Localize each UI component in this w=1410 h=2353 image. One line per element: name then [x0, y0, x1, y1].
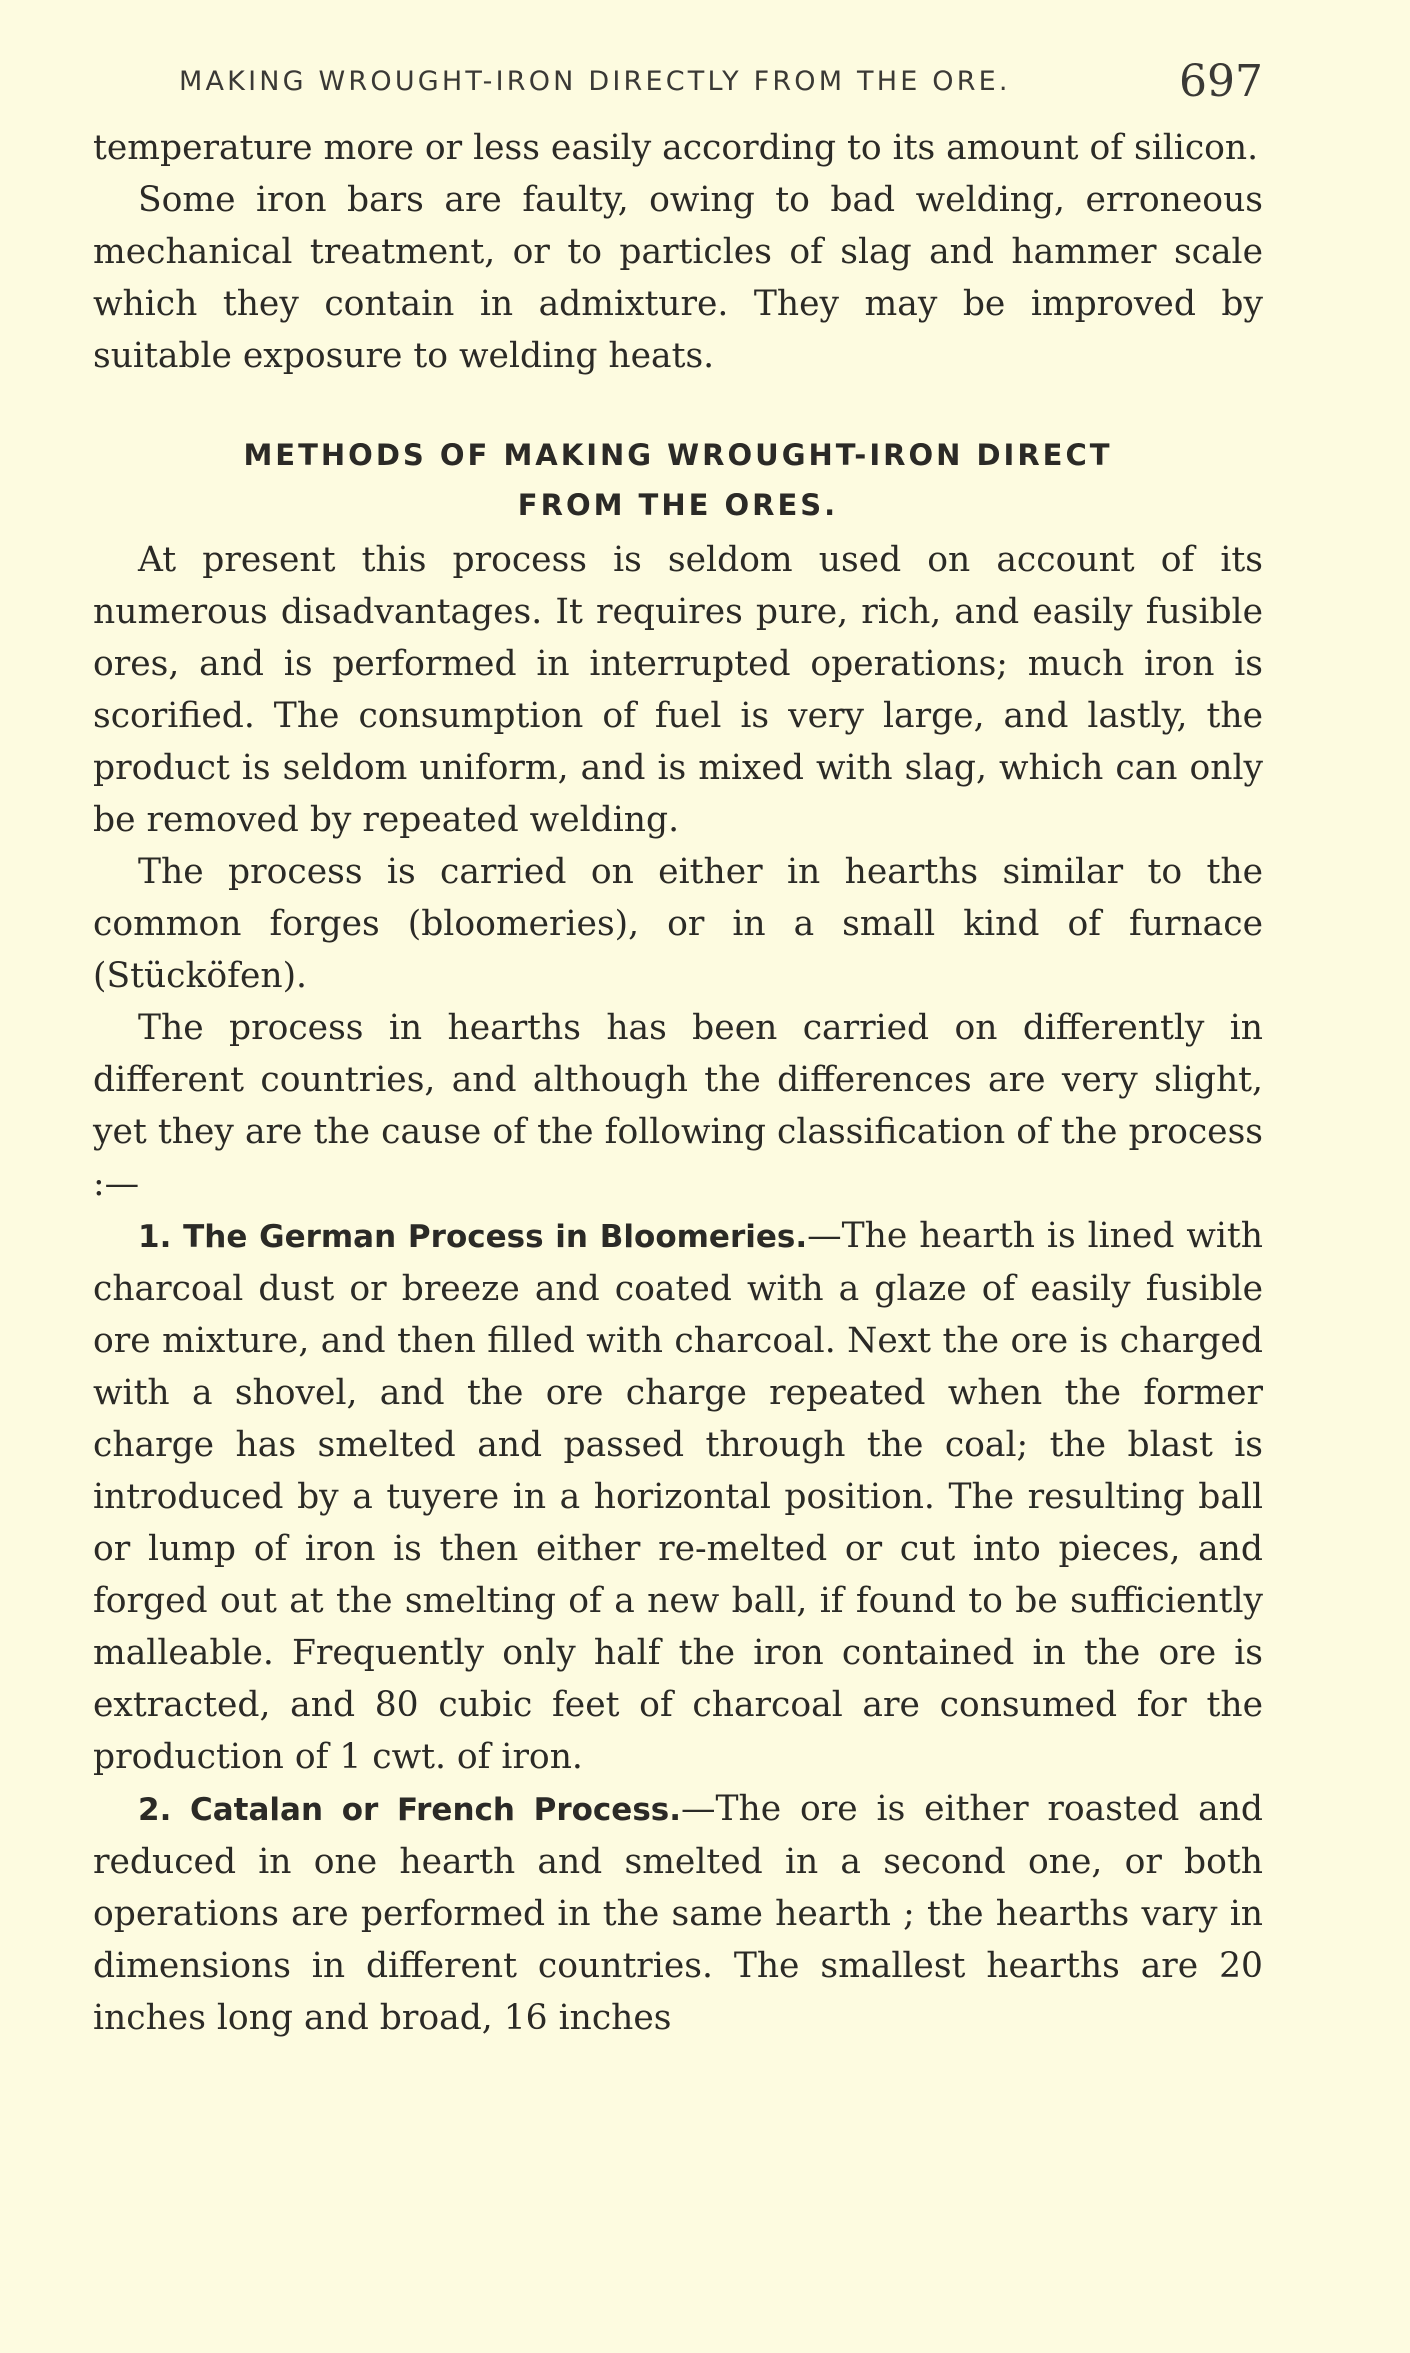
section-heading	[93, 430, 1263, 530]
page-number: 697	[1179, 56, 1263, 107]
catalan-process-text: —The ore is either roasted and reduced in one hearth and smelted in a second one, or both operations are performed in the same hearth ; the hearths vary in dimensions in different countries. The smallest hearths are 20 inches long and broad, 16 inches	[93, 1789, 1264, 2038]
book-page	[93, 52, 1263, 2044]
paragraph-faulty-bars: Some iron bars are faulty, owing to bad welding, erroneous mechanical treatment, or to particles of slag and hammer scale which they contain in admixture. They may be improved by suitable exposure to welding heats.	[93, 180, 1263, 376]
catalan-process-heading: 2. Catalan or French Process.	[138, 1792, 682, 1828]
list-item-catalan-process	[93, 1783, 1263, 2044]
paragraph-silicon: temperature more or less easily according to its amount of silicon.	[93, 128, 1259, 168]
running-head	[93, 52, 1263, 122]
list-item-german-process	[93, 1210, 1263, 1783]
paragraph-hearths-furnace: The process is carried on either in hearths similar to the common forges (bloomeries), or in a small kind of furnace (Stücköfen).	[93, 852, 1263, 996]
german-process-heading: 1. The German Process in Bloomeries.	[138, 1219, 808, 1255]
paragraph-disadvantages: At present this process is seldom used on account of its numerous disadvantages. It requires pure, rich, and easily fusible ores, and is performed in interrupted operations; much iron is scorified. The consumption of fuel is very large, and lastly, the product is seldom uniform, and is mixed with slag, which can only be removed by repeated welding.	[93, 540, 1263, 840]
paragraph-classification: The process in hearths has been carried on differently in different countries, and although the differences are very slight, yet they are the cause of the following classification of the process :—	[93, 1008, 1263, 1204]
section-heading-line-2: FROM THE ORES.	[517, 488, 839, 522]
section-heading-line-1: METHODS OF MAKING WROUGHT-IRON DIRECT	[243, 438, 1113, 472]
german-process-text: —The hearth is lined with charcoal dust or breeze and coated with a glaze of easily fusible ore mixture, and then filled with charcoal. Next the ore is charged with a shovel, and the ore charge repeated when the former charge has smelted and passed through the coal; the blast is introduced by a tuyere in a horizontal position. The resulting ball or lump of iron is then either re-melted or cut into pieces, and forged out at the smelting of a new ball, if found to be sufficiently malleable. Frequently only half the iron contained in the ore is extracted, and 80 cubic feet of charcoal are consumed for the production of 1 cwt. of iron.	[93, 1216, 1263, 1777]
running-title: MAKING WROUGHT-IRON DIRECTLY FROM THE ORE.	[179, 66, 1011, 97]
